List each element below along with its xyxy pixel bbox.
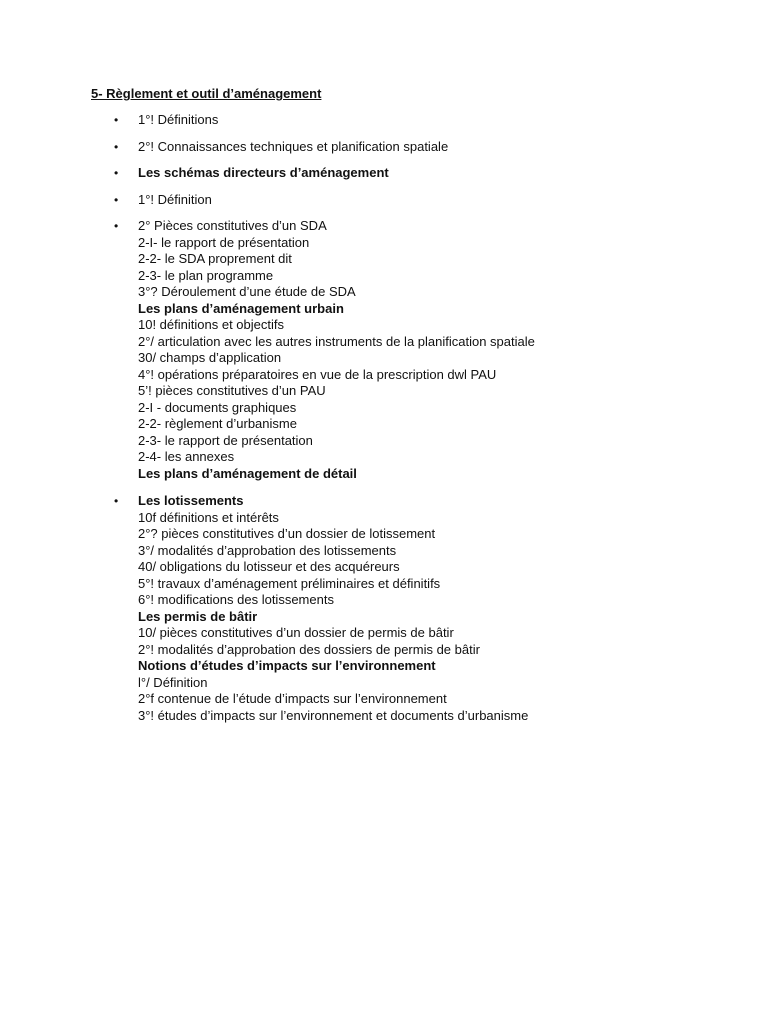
outline-line: 10f définitions et intérêts	[138, 509, 279, 525]
outline-line: 2°/ articulation avec les autres instruments de la planification spatiale	[138, 333, 535, 349]
bullet-icon: •	[114, 219, 119, 233]
outline-line: 2°! modalités d’approbation des dossiers de permis de bâtir	[138, 641, 480, 657]
document-title: 5- Règlement et outil d’aménagement	[91, 86, 322, 101]
section-heading: Les plans d’aménagement de détail	[138, 465, 357, 481]
outline-line: 3°! études d’impacts sur l’environnement et documents d’urbanisme	[138, 707, 529, 723]
outline-line: 3°? Déroulement d’une étude de SDA	[138, 284, 356, 299]
bullet-icon: •	[114, 113, 119, 127]
outline-line: 2°! Connaissances techniques et planification spatiale	[138, 139, 449, 154]
outline-line: 2°f contenue de l’étude d’impacts sur l’environnement	[138, 691, 447, 706]
outline-line: 1°! Définition	[138, 192, 212, 207]
outline-line: 5’! pièces constitutives d’un PAU	[138, 383, 326, 398]
outline-line: 30/ champs d’application	[138, 350, 282, 365]
outline-line: 2-2- règlement d’urbanisme	[138, 416, 297, 431]
outline-item-lines	[138, 192, 212, 209]
outline-line: 10! définitions et objectifs	[138, 317, 284, 332]
outline-item-lines	[138, 112, 218, 129]
outline-line: 2-I - documents graphiques	[138, 399, 297, 415]
outline-line: 2-3- le plan programme	[138, 267, 274, 283]
section-heading: Notions d’études d’impacts sur l’environnement	[138, 658, 436, 673]
section-heading: Les lotissements	[138, 493, 244, 508]
outline-line: 2° Pièces constitutives d’un SDA	[138, 218, 327, 233]
outline-line: 5°! travaux d’aménagement préliminaires et définitifs	[138, 575, 441, 591]
outline-line: 2-I- le rapport de présentation	[138, 234, 310, 250]
bullet-icon: •	[114, 166, 119, 180]
outline-line: 2-2- le SDA proprement dit	[138, 251, 292, 266]
section-heading: Les schémas directeurs d’aménagement	[138, 165, 389, 180]
outline-line: 40/ obligations du lotisseur et des acquéreurs	[138, 559, 400, 574]
outline-line: 1°! Définitions	[138, 112, 219, 127]
outline-line: 2-3- le rapport de présentation	[138, 432, 313, 448]
outline-line: 3°/ modalités d’approbation des lotissements	[138, 542, 397, 558]
bullet-icon: •	[114, 193, 119, 207]
outline-line: 2°? pièces constitutives d’un dossier de lotissement	[138, 526, 436, 541]
outline-item-lines	[138, 165, 389, 182]
outline-item-lines	[138, 218, 535, 482]
outline-line: 6°! modifications des lotissements	[138, 592, 334, 607]
outline-line: 10/ pièces constitutives d’un dossier de permis de bâtir	[138, 625, 454, 640]
outline-line: 2-4- les annexes	[138, 449, 235, 464]
section-heading: Les permis de bâtir	[138, 608, 258, 624]
outline-line: 4°! opérations préparatoires en vue de la prescription dwl PAU	[138, 366, 497, 382]
outline-item-lines	[138, 139, 448, 156]
bullet-icon: •	[114, 140, 119, 154]
outline-line: l°/ Définition	[138, 674, 208, 690]
section-heading: Les plans d’aménagement urbain	[138, 300, 344, 316]
bullet-icon: •	[114, 494, 119, 508]
outline-item-lines	[138, 493, 528, 724]
